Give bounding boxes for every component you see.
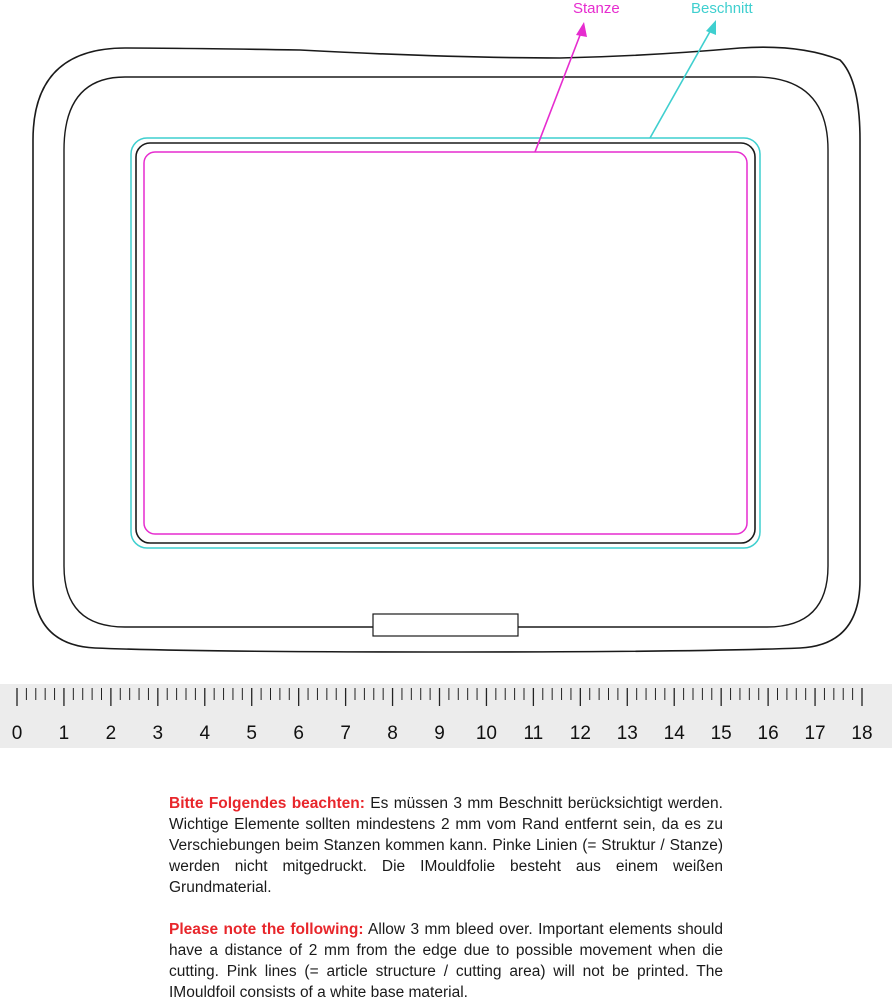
- ruler-number: 11: [523, 723, 544, 744]
- ruler-number: 16: [757, 723, 779, 744]
- ruler-number: 0: [11, 723, 23, 744]
- german-note-text: Es müssen 3 mm Beschnitt berücksichtigt werden. Wichtige Elemente sollten mindestens 2 mm vom Rand entfernt sein, da es zu Verschiebungen beim Stanzen kommen kann. Pinke Linien (= Struktur / Stanze) werden nicht mitgedruckt. Die IMouldfolie besteht aus einem weißen Grundmaterial.: [169, 795, 723, 896]
- ruler-number: 14: [663, 723, 685, 744]
- measurement-ruler: [0, 684, 892, 748]
- ruler-number: 9: [434, 723, 445, 744]
- ruler-number: 15: [710, 723, 732, 744]
- ruler-number: 7: [340, 723, 351, 744]
- english-note-heading: Please note the following:: [169, 921, 364, 938]
- ruler-number: 17: [804, 723, 826, 744]
- ruler-scale: [0, 684, 892, 748]
- ruler-number: 8: [387, 723, 398, 744]
- print-notes: [169, 793, 723, 1000]
- bleed-line: [131, 138, 760, 548]
- english-note-text: Allow 3 mm bleed over. Important elements should have a distance of 2 mm from the edge due to possible movement when die cutting. Pink lines (= article structure / cutting area) will not be printed. The IMouldfoil consists of a white base material.: [169, 921, 723, 1000]
- bleed-callout-arrow: [650, 28, 712, 138]
- product-inner-outline: [64, 77, 828, 627]
- ruler-number: 1: [58, 723, 70, 744]
- ruler-number: 3: [152, 723, 164, 744]
- german-note-heading: Bitte Folgendes beachten:: [169, 795, 365, 812]
- recess-frame: [136, 143, 755, 543]
- bleed-label: Beschnitt: [691, 0, 753, 17]
- ruler-number: 4: [199, 723, 211, 744]
- die-cut-label: Stanze: [573, 0, 620, 17]
- ruler-number: 5: [246, 723, 258, 744]
- german-note: [169, 793, 723, 898]
- ruler-number: 13: [616, 723, 638, 744]
- die-cut-callout-arrow: [535, 30, 582, 152]
- ruler-number: 6: [293, 723, 304, 744]
- ruler-number: 2: [105, 723, 117, 744]
- die-cut-arrowhead: [576, 22, 587, 37]
- english-note: [169, 919, 723, 1000]
- bottom-tab: [373, 614, 518, 636]
- bleed-arrowhead: [706, 20, 716, 35]
- ruler-number: 12: [569, 723, 591, 744]
- die-cut-line: [144, 152, 747, 534]
- ruler-number: 10: [475, 723, 498, 744]
- ruler-number: 18: [851, 723, 873, 744]
